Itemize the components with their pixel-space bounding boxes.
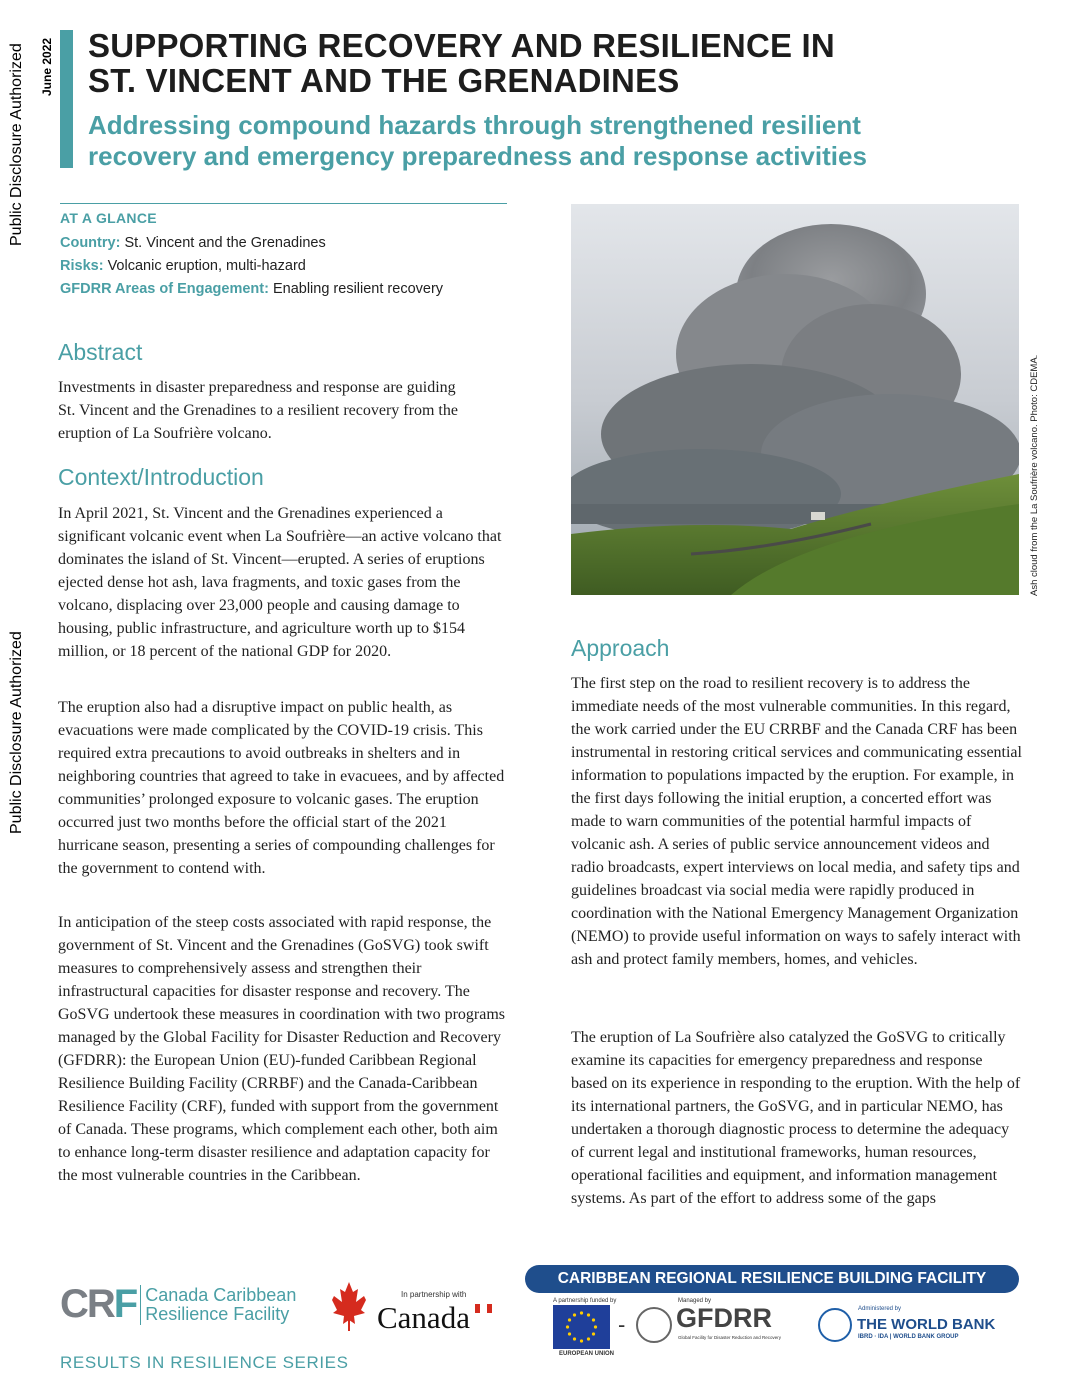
crrbf-banner: CARIBBEAN REGIONAL RESILIENCE BUILDING FACILITY xyxy=(525,1265,1019,1293)
glance-key: GFDRR Areas of Engagement: xyxy=(60,281,269,297)
title-line-2: ST. VINCENT AND THE GRENADINES xyxy=(88,62,680,99)
title-line-1: SUPPORTING RECOVERY AND RESILIENCE IN xyxy=(88,27,835,64)
publication-date: June 2022 xyxy=(40,37,54,96)
photo-caption: Ash cloud from the La Soufrière volcano. Photo: CDEMA. xyxy=(1029,354,1040,596)
approach-paragraph-1: The first step on the road to resilient recovery is to address the immediate needs of the most vulnerable communities. In this regard, the work carried under the EU CRRBF and the Canada CRF has been instrumental in restoring critical services and communicating essential information to populations impacted by the eruption. For example, in the first days following the initial eruption, a concerted effort was made to warn communities of the potential harmful impacts of volcanic ash. A series of public service announcement videos and radio broadcasts, expert interviews on local media, and safety tips and guidelines broadcast via social media were rapidly produced in coordination with the National Emergency Management Organization (NEMO) to provide useful information on ways to safely interact with ash and protect family members, homes, and vehicles. xyxy=(571,675,1022,968)
crf-mark xyxy=(60,1282,136,1327)
glance-value: Volcanic eruption, multi-hazard xyxy=(107,258,306,274)
page-title xyxy=(88,28,1048,98)
glance-row-areas xyxy=(60,278,507,301)
subtitle-line-1: Addressing compound hazards through strengthened resilient xyxy=(88,110,861,140)
world-bank-subtitle: IBRD · IDA | WORLD BANK GROUP xyxy=(858,1334,959,1340)
gfdrr-wordmark: GFDRR xyxy=(676,1303,772,1333)
context-paragraph-1: In April 2021, St. Vincent and the Grenadines experienced a significant volcanic event when La Soufrière—an active volcano that dominates the island of St. Vincent—erupted. A series of eruptions ejected dense hot ash, lava fragments, and toxic gases from the volcano, displacing over 23,000 people and causing damage to housing, public infrastructure, and agriculture worth up to $154 million, or 18 percent of the national GDP for 2020. xyxy=(58,505,502,660)
canada-wordmark: Canada xyxy=(377,1300,470,1335)
series-label: RESULTS IN RESILIENCE SERIES xyxy=(60,1353,349,1372)
subtitle-line-2: recovery and emergency preparedness and response activities xyxy=(88,141,867,171)
glance-row-country xyxy=(60,232,507,255)
world-bank-globe-icon xyxy=(818,1308,852,1342)
crf-divider xyxy=(140,1285,141,1325)
glance-row-risks xyxy=(60,255,507,278)
crf-mark-f: F xyxy=(113,1282,137,1326)
abstract-heading: Abstract xyxy=(58,339,143,365)
page-subtitle xyxy=(88,110,1048,172)
crf-logo xyxy=(60,1282,296,1327)
glance-key: Country: xyxy=(60,235,121,251)
gfdrr-globe-icon xyxy=(636,1307,672,1343)
crf-name-line-1: Canada Caribbean xyxy=(145,1284,297,1305)
approach-paragraph-2: The eruption of La Soufrière also catalyzed the GoSVG to critically examine its capacities for emergency preparedness and response based on its experience in responding to the eruption. With the help of its international partners, the GoSVG, and in particular NEMO, has undertaken a thorough diagnostic process to determine the adequacy of current legal and institutional frameworks, human resources, operational facilities and equipment, and information management systems. As part of the effort to address some of the gaps xyxy=(571,1029,1021,1207)
context-heading: Context/Introduction xyxy=(58,464,264,490)
volcano-photo-illustration xyxy=(571,204,1019,595)
world-bank-wordmark: THE WORLD BANK xyxy=(857,1316,996,1333)
crf-mark-cr: CR xyxy=(60,1282,114,1326)
partnership-label: In partnership with xyxy=(401,1290,467,1299)
logo-separator: - xyxy=(618,1312,626,1337)
glance-value: Enabling resilient recovery xyxy=(272,281,444,297)
context-paragraph-2: The eruption also had a disruptive impact on public health, as evacuations were made complicated by the COVID-19 crisis. This required extra precautions to avoid outbreaks in shelters and in neighboring countries that agreed to take in evacuees, and by affected communities’ prolonged exposure to volcanic gases. The eruption occurred just two months before the official start of the 2021 hurricane season, presenting a series of compounding challenges for the government to contend with. xyxy=(58,699,505,877)
public-disclosure-label-bottom: Public Disclosure Authorized xyxy=(8,631,25,834)
managed-by-label: Managed by xyxy=(678,1298,712,1304)
canada-flag-icon xyxy=(475,1304,492,1313)
abstract-text: Investments in disaster preparedness and response are guiding St. Vincent and the Grenadines to a resilient recovery from the eruption of La Soufrière volcano. xyxy=(58,379,458,442)
crf-name-line-2: Resilience Facility xyxy=(145,1303,290,1324)
funded-by-label: A partnership funded by xyxy=(553,1298,617,1304)
public-disclosure-label-top: Public Disclosure Authorized xyxy=(8,43,25,246)
context-paragraph-3: In anticipation of the steep costs associated with rapid response, the government of St. Vincent and the Grenadines (GoSVG) took swift measures to comprehensively assess and strengthen their infrastructural capacities for disaster response and recovery. The GoSVG undertook these measures in coordination with two programs managed by the Global Facility for Disaster Reduction and Recovery (GFDRR): the European Union (EU)-funded Caribbean Regional Resilience Building Facility (CRRBF) and the Canada-Caribbean Resilience Facility (CRF), funded with support from the government of Canada. These programs, which complement each other, both aim to enhance long-term disaster resilience and adaptation capacity for the most vulnerable countries in the Caribbean. xyxy=(58,914,506,1184)
maple-leaf-icon xyxy=(330,1280,368,1332)
gfdrr-subtitle: Global Facility for Disaster Reduction and Recovery xyxy=(678,1335,782,1340)
volcano-ash-cloud-photo xyxy=(571,204,1019,595)
eu-stars-icon xyxy=(553,1305,610,1349)
glance-value: St. Vincent and the Grenadines xyxy=(124,235,326,251)
approach-heading: Approach xyxy=(571,635,670,661)
title-accent-bar xyxy=(60,30,73,168)
eu-label: EUROPEAN UNION xyxy=(559,1351,615,1357)
glance-heading: AT A GLANCE xyxy=(60,210,157,226)
eu-flag-icon xyxy=(553,1305,610,1349)
crf-name xyxy=(145,1286,296,1324)
glance-key: Risks: xyxy=(60,258,104,274)
at-a-glance-box xyxy=(60,203,507,301)
administered-by-label: Administered by xyxy=(858,1306,902,1312)
